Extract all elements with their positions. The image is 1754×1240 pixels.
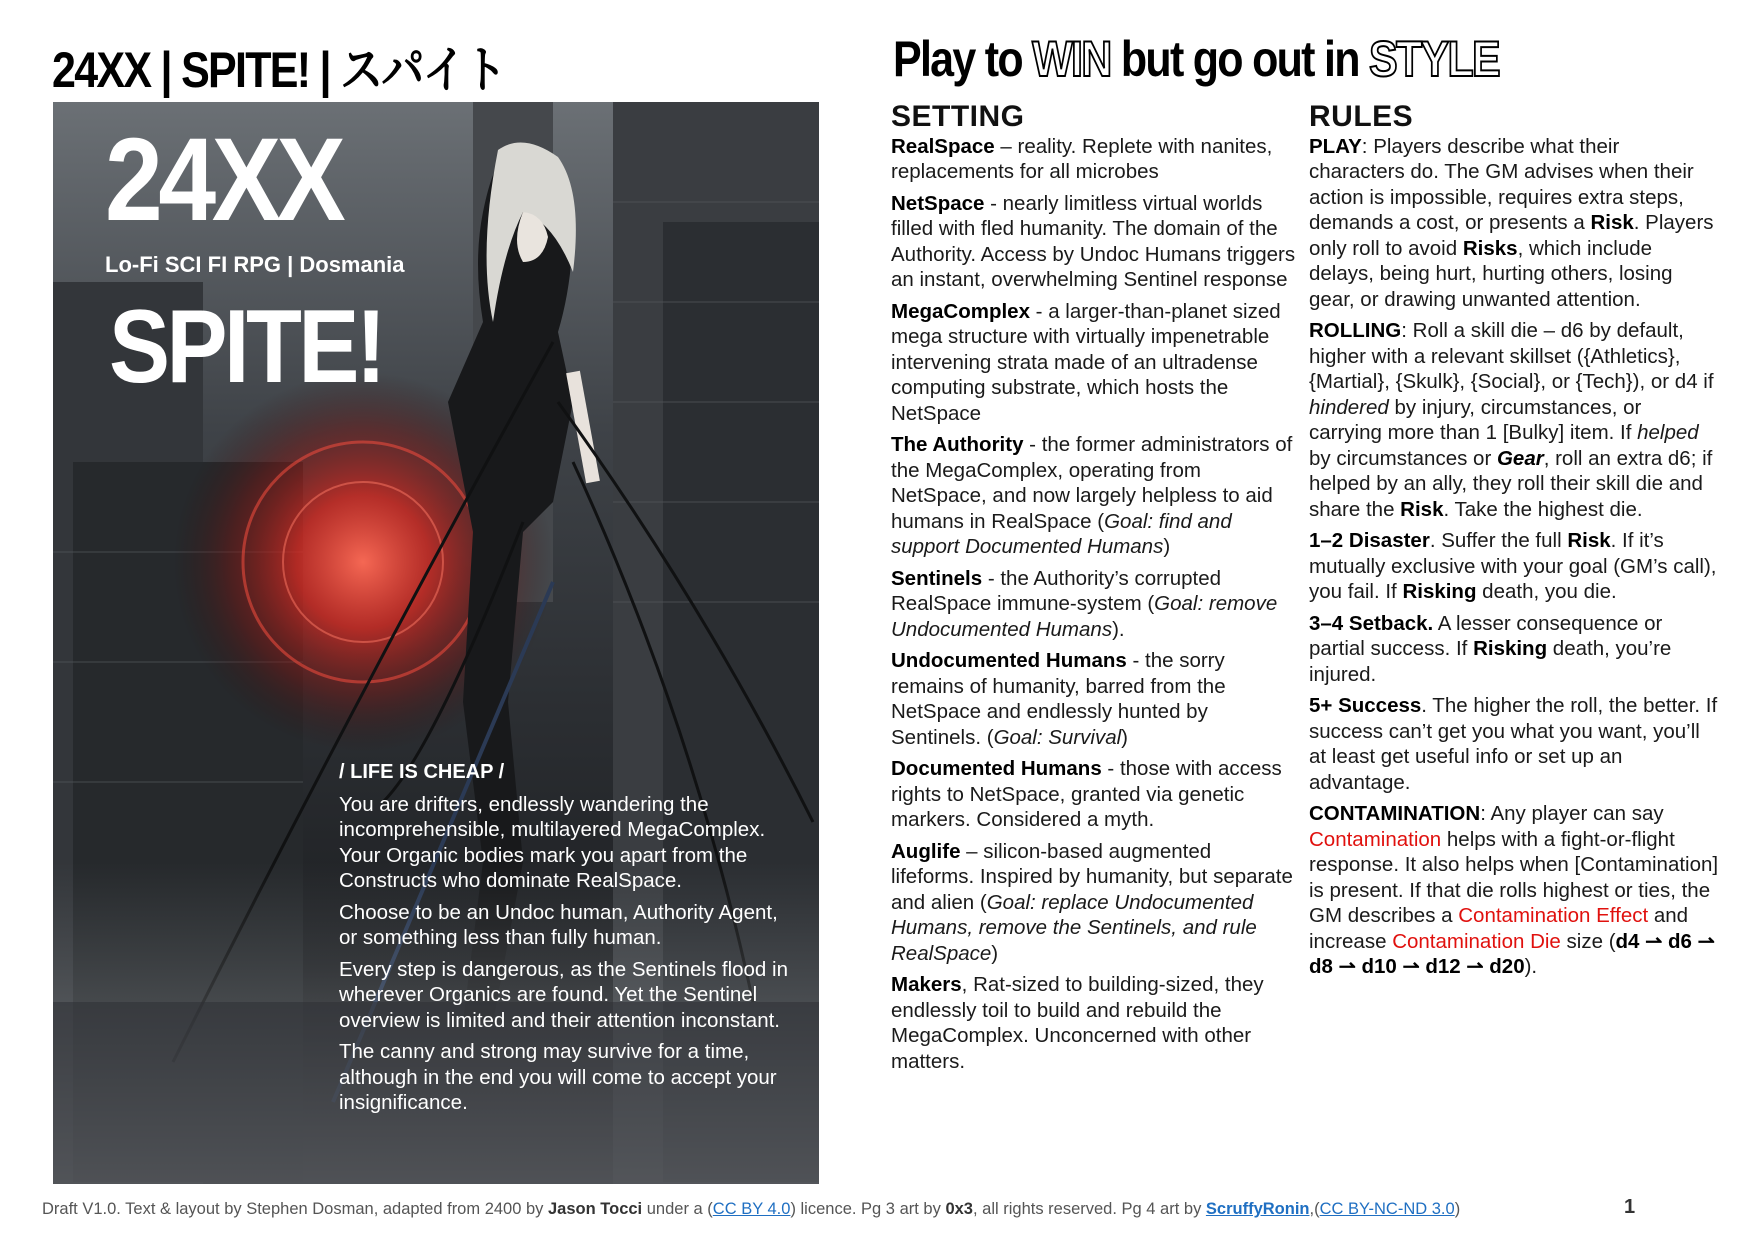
setting-entry	[891, 191, 1297, 293]
rules-keyword: Risking	[1473, 637, 1548, 660]
setting-text: – reality. Replete with nanites, replacements for all microbes	[891, 134, 1273, 183]
footer-text: Draft V1.0. Text & layout by Stephen Dosman, adapted from 2400 by	[42, 1200, 548, 1218]
rules-term: 3–4 Setback.	[1309, 611, 1434, 635]
setting-term: NetSpace	[891, 191, 985, 215]
rules-text: . If it’s mutually exclusive with your goal (GM’s call), you fail. If	[1309, 529, 1717, 603]
rules-text: : Any player can say	[1480, 802, 1664, 825]
setting-entry	[891, 566, 1297, 643]
cover-paragraph: You are drifters, endlessly wandering the incomprehensible, multilayered MegaComplex. Your Organic bodies mark you apart from the Constructs who dominate RealSpace.	[339, 792, 766, 892]
setting-goal: Goal: replace Undocumented Humans, remove the Sentinels, and rule RealSpace	[891, 890, 1257, 965]
rules-success	[1309, 693, 1719, 795]
rules-red-keyword: Contamination Die	[1392, 929, 1561, 953]
setting-entry	[891, 839, 1297, 967]
rules-keyword: Risk	[1400, 497, 1444, 521]
cover-title: 24XX	[105, 114, 342, 246]
rules-term: PLAY	[1309, 134, 1362, 158]
cover-blurb	[339, 760, 799, 1122]
rules-text: . Players only roll to avoid	[1309, 211, 1714, 260]
setting-term: RealSpace	[891, 134, 995, 158]
footer-artist: 0x3	[945, 1200, 973, 1218]
rules-heading: RULES	[1309, 100, 1414, 133]
rules-term: CONTAMINATION	[1309, 802, 1481, 825]
setting-term: Undocumented Humans	[891, 649, 1127, 672]
page-number: 1	[1624, 1196, 1636, 1218]
setting-term: The Authority	[891, 433, 1024, 456]
setting-term: Documented Humans	[891, 757, 1102, 780]
rules-text: size (	[1560, 929, 1616, 953]
footer-credits	[42, 1200, 1460, 1219]
rules-text: helps with a fight-or-flight response. It also helps when [Contamination] is present. If that die rolls highest or ties, the GM describes a	[1309, 827, 1719, 927]
footer-text: , all rights reserved. Pg 4 art by	[972, 1200, 1206, 1218]
setting-text: ).	[1112, 617, 1125, 641]
rules-rolling	[1309, 318, 1719, 522]
tagline-win: WIN	[1032, 31, 1111, 87]
tagline-style: STYLE	[1369, 31, 1499, 87]
rules-keyword: Risks	[1462, 236, 1518, 260]
rules-text: : Roll a skill die – d6 by default, higher with a relevant skillset ({Athletics}, {Martial}, {Skulk}, {Social}, or {Tech}), or d4 if	[1309, 319, 1714, 393]
rules-text: A lesser consequence or partial success. If	[1309, 611, 1663, 660]
setting-text: )	[991, 941, 999, 965]
setting-text: - those with access rights to NetSpace, granted via genetic markers. Considered a myth.	[891, 757, 1282, 831]
setting-text: - nearly limitless virtual worlds filled with fled humanity. The domain of the Authority. Access by Undoc Humans triggers an instant, overwhelming Sentinel response	[891, 191, 1296, 291]
cover-paragraph: The canny and strong may survive for a time, although in the end you will come to accept your insignificance.	[339, 1040, 777, 1114]
footer-author: Jason Tocci	[548, 1200, 643, 1218]
footer-artist-link[interactable]: ScruffyRonin	[1205, 1200, 1310, 1218]
setting-entry	[891, 134, 1297, 185]
rules-keyword: Gear	[1496, 446, 1544, 470]
setting-term: Sentinels	[891, 566, 983, 590]
setting-heading: SETTING	[891, 100, 1025, 133]
setting-text: - the former administrators of the MegaComplex, operating from NetSpace, and now largely helpless to aid humans in RealSpace (	[891, 433, 1293, 533]
rules-italic: helped	[1637, 421, 1699, 444]
footer-text: ) licence. Pg 3 art by	[790, 1200, 946, 1218]
rules-keyword: Risking	[1402, 580, 1477, 603]
setting-text: - the Authority’s corrupted RealSpace immune-system (	[891, 566, 1222, 615]
rules-text: , roll an extra d6; if helped by an ally, they roll their skill die and share the	[1309, 446, 1713, 521]
rules-text: ).	[1524, 955, 1538, 978]
rules-setback	[1309, 611, 1719, 688]
setting-goal: Goal: remove Undocumented Humans	[891, 592, 1278, 641]
setting-term: Makers	[891, 973, 962, 996]
rules-term: ROLLING	[1309, 319, 1402, 342]
setting-text: )	[1163, 535, 1171, 558]
setting-text: - a larger-than-planet sized mega structure with virtually impenetrable intervening strata made of an ultradense computing substrate, which hosts the NetSpace	[891, 299, 1281, 425]
tagline-part: Play to	[893, 31, 1033, 87]
setting-text: - the sorry remains of humanity, barred from the NetSpace and endlessly hunted by Sentinels. (	[891, 649, 1226, 749]
footer-text: under a (	[642, 1200, 713, 1218]
setting-entry	[891, 432, 1297, 560]
cover-section-title: / LIFE IS CHEAP /	[339, 761, 505, 783]
header-tagline	[893, 30, 1499, 88]
setting-text: , Rat-sized to building-sized, they endlessly toil to build and rebuild the MegaComplex. Unconcerned with other matters.	[891, 973, 1264, 1073]
rules-text: , which include delays, being hurt, hurting others, losing gear, or drawing unwanted attention.	[1309, 236, 1673, 311]
rules-term: 1–2 Disaster	[1309, 529, 1430, 552]
rules-italic: hindered	[1309, 395, 1389, 419]
setting-text: – silicon-based augmented lifeforms. Inspired by humanity, but separate and alien (	[891, 839, 1293, 914]
rules-text: death, you die.	[1476, 580, 1617, 603]
rules-keyword: Risk	[1567, 529, 1611, 552]
rules-disaster	[1309, 528, 1719, 605]
rules-contamination	[1309, 801, 1719, 980]
rules-text: : Players describe what their characters do. The GM advises when their action is impossible, requires extra steps, demands a cost, or presents a	[1309, 134, 1694, 234]
rules-text: . Take the highest die.	[1443, 497, 1643, 521]
cover-spite-title: SPITE!	[109, 289, 383, 405]
setting-term: MegaComplex	[891, 299, 1030, 323]
footer-license-link[interactable]: CC BY 4.0	[712, 1200, 791, 1218]
setting-entry	[891, 299, 1297, 427]
setting-goal: Goal: find and support Documented Humans	[891, 509, 1232, 558]
setting-entry	[891, 648, 1297, 750]
footer-text: )	[1454, 1200, 1461, 1218]
footer-text: ,(	[1309, 1200, 1320, 1218]
cover-paragraph: Every step is dangerous, as the Sentinels flood in wherever Organics are found. Yet the Sentinel overview is limited and their attention inconstant.	[339, 957, 788, 1032]
setting-goal: Goal: Survival	[993, 725, 1122, 749]
rules-column	[1309, 100, 1719, 986]
rules-keyword: Risk	[1590, 211, 1634, 234]
setting-term: Auglife	[891, 839, 961, 863]
rules-term: 5+ Success	[1309, 694, 1422, 717]
footer-license-link[interactable]: CC BY-NC-ND 3.0	[1319, 1200, 1455, 1218]
setting-entry	[891, 756, 1297, 833]
rules-text: by injury, circumstances, or carrying more than 1 [Bulky] item. If	[1309, 395, 1642, 444]
setting-column	[891, 100, 1297, 1080]
rules-red-keyword: Contamination	[1309, 827, 1442, 851]
rules-dice-chain: d4 ⇀ d6 ⇀ d8 ⇀ d10 ⇀ d12 ⇀ d20	[1309, 929, 1715, 978]
rules-red-keyword: Contamination Effect	[1458, 904, 1649, 927]
rules-text: by circumstances or	[1309, 446, 1497, 470]
cover-paragraph: Choose to be an Undoc human, Authority Agent, or something less than fully human.	[339, 900, 778, 949]
rules-text: and increase	[1309, 904, 1689, 953]
rules-play	[1309, 134, 1719, 313]
rules-text: death, you’re injured.	[1309, 637, 1672, 686]
setting-text: )	[1121, 725, 1128, 749]
rules-text: . Suffer the full	[1429, 529, 1568, 552]
setting-entry	[891, 972, 1297, 1074]
cover-subtitle: Lo-Fi SCI FI RPG | Dosmania	[105, 252, 405, 277]
cover-art	[53, 102, 819, 1184]
tagline-part: but go out in	[1110, 31, 1370, 87]
rules-text: . The higher the roll, the better. If success can’t get you what you want, you’ll at least get useful info or set up an advantage.	[1309, 694, 1718, 794]
header-title-left: 24XX | SPITE! | スパイト	[52, 42, 506, 98]
